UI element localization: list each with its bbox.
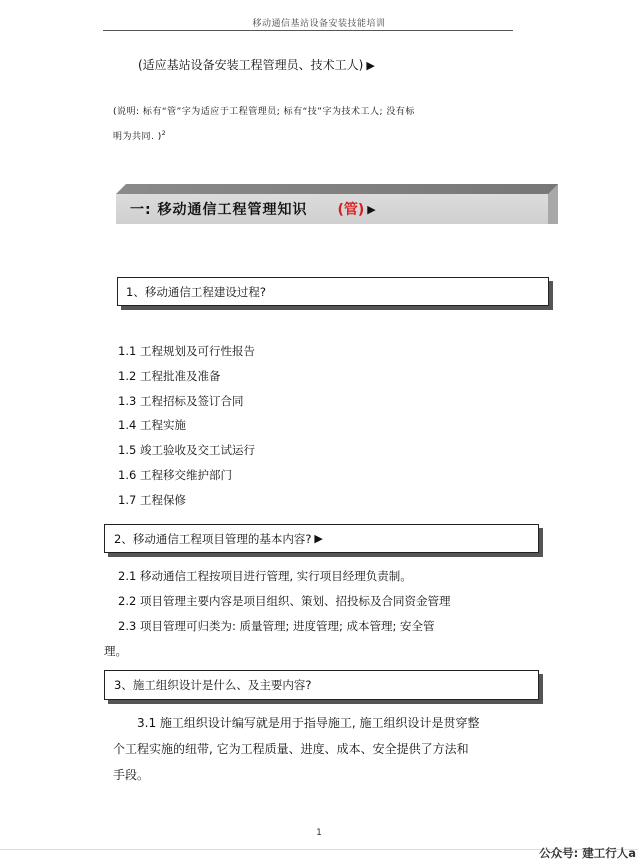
watermark: 公众号: 建工行人a xyxy=(539,846,636,860)
question-3-content xyxy=(113,710,513,788)
subtitle-text: (适应基站设备安装工程管理员、技术工人) xyxy=(138,58,364,72)
list-item: 1.5 竣工验收及交工试运行 xyxy=(118,443,255,458)
subtitle xyxy=(138,56,375,73)
question-2-content xyxy=(104,564,499,664)
page-number: 1 xyxy=(316,828,322,838)
question-3-box xyxy=(104,670,539,700)
question-3-label: 3、施工组织设计是什么、及主要内容? xyxy=(114,678,312,692)
explanation-note xyxy=(113,101,513,148)
note-line-2-text: 明为共同. ) xyxy=(113,132,162,142)
note-line-1: (说明: 标有“管”字为适应于工程管理员; 标有“技”字为技术工人; 没有标 xyxy=(113,107,415,117)
triangle-right-icon: ▶ xyxy=(367,202,376,216)
list-item: 1.4 工程实施 xyxy=(118,418,186,433)
list-item: 1.3 工程招标及签订合同 xyxy=(118,393,244,408)
list-item: 1.2 工程批准及准备 xyxy=(118,368,221,383)
triangle-right-icon: ▶ xyxy=(366,59,375,72)
section-banner xyxy=(116,194,548,224)
section-title: 一: 移动通信工程管理知识 xyxy=(130,202,308,218)
question-2-label: 2、移动通信工程项目管理的基本内容? xyxy=(114,531,312,546)
running-header: 移动通信基站设备安装技能培训 xyxy=(252,19,386,29)
question-1-box xyxy=(117,277,549,306)
question-2-box xyxy=(104,524,539,553)
list-item: 1.1 工程规划及可行性报告 xyxy=(118,344,255,358)
question-1-label: 1、移动通信工程建设过程? xyxy=(126,284,266,299)
note-line-2 xyxy=(113,123,513,148)
triangle-right-icon: ▶ xyxy=(314,532,323,545)
section-tag: (管) xyxy=(337,202,365,218)
list-item: 2.2 项目管理主要内容是项目组织、策划、招投标及合同资金管理 xyxy=(118,594,451,608)
paragraph-line: 3.1 施工组织设计编写就是用于指导施工, 施工组织设计是贯穿整 xyxy=(137,716,480,730)
list-item: 2.3 项目管理可归类为: 质量管理; 进度管理; 成本管理; 安全管 xyxy=(118,619,435,633)
list-item-continuation: 理。 xyxy=(104,644,127,658)
note-mark: 2 xyxy=(161,130,167,137)
paragraph-line: 手段。 xyxy=(113,768,150,782)
list-item: 2.1 移动通信工程按项目进行管理, 实行项目经理负责制。 xyxy=(118,569,412,583)
section-banner-top-bevel xyxy=(116,184,558,194)
header-rule xyxy=(103,30,513,31)
list-item: 1.7 工程保修 xyxy=(118,492,186,507)
question-1-list xyxy=(118,339,255,513)
list-item: 1.6 工程移交维护部门 xyxy=(118,467,232,482)
paragraph-line: 个工程实施的纽带, 它为工程质量、进度、成本、安全提供了方法和 xyxy=(113,742,469,756)
